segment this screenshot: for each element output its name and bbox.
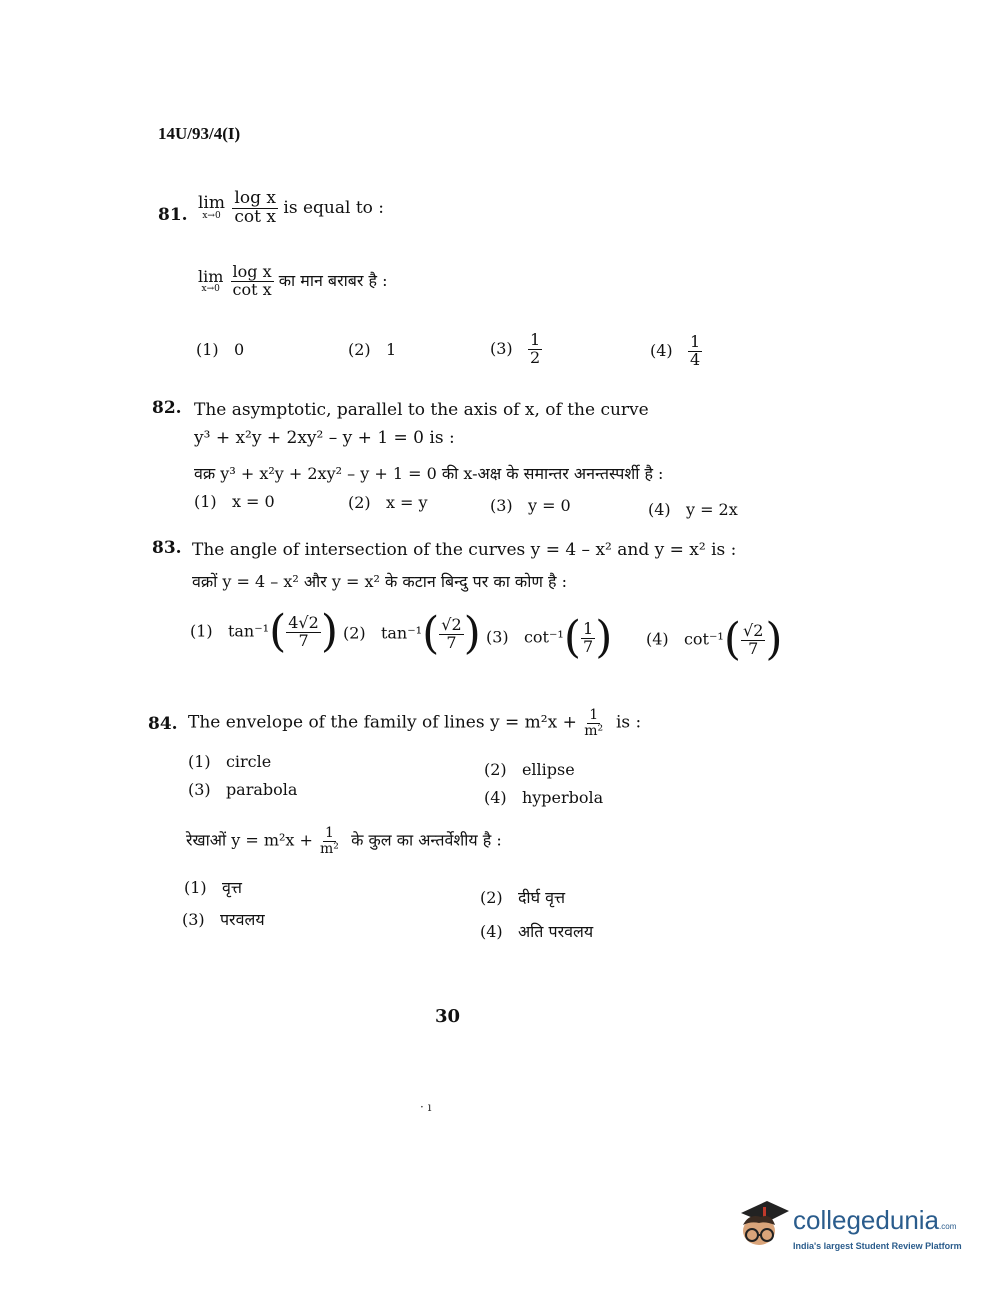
q84-hi-option-2: (2) दीर्घ वृत्त <box>480 888 566 907</box>
q82-option-4: (4) y = 2x <box>648 500 738 519</box>
q81-option-1: (1) 0 <box>196 340 245 359</box>
q81-limit: lim x→0 <box>198 193 225 222</box>
q84-hindi: रेखाओं y = m²x + $\frac{1}{\text{m²}}$ के कुल का अन्तर्वेशीय है : <box>186 825 502 857</box>
q81-limit-hi: lim x→0 <box>198 266 224 294</box>
q82-option-3: (3) y = 0 <box>490 496 571 515</box>
q82-english-line1: The asymptotic, parallel to the axis of x, of the curve <box>194 400 649 420</box>
brand-name: collegedunia.com <box>793 1205 957 1235</box>
q81-english: lim x→0 $\frac{\text{log x}}{\text{cot x}}$ is equal to : <box>198 188 385 227</box>
brand-tagline: India's largest Student Review Platform <box>793 1241 962 1251</box>
q83-english: The angle of intersection of the curves y = 4 – x² and y = x² is : <box>192 540 737 560</box>
q83-option-1: (1) tan⁻¹( $\frac{4√2}{7}$ ) <box>190 606 338 657</box>
q84-english: The envelope of the family of lines y = m²x + $\frac{1}{\text{m²}}$ is : <box>188 707 642 739</box>
paper-code: 14U/93/4(I) <box>158 124 241 143</box>
q84-hi-option-3: (3) परवलय <box>182 910 265 929</box>
q84-option-4: (4) hyperbola <box>484 788 604 807</box>
q82-option-1: (1) x = 0 <box>194 492 275 511</box>
q82-equation: y³ + x²y + 2xy² – y + 1 = 0 is : <box>194 428 455 448</box>
q83-option-4: (4) cot⁻¹( $\frac{√2}{7}$ ) <box>646 614 783 665</box>
q83-hindi: वक्रों y = 4 – x² और y = x² के कटान बिन्दु पर का कोण है : <box>192 572 567 591</box>
q82-hindi: वक्र y³ + x²y + 2xy² – y + 1 = 0 की x-अक्ष के समान्तर अनन्तस्पर्शी है : <box>194 464 664 483</box>
q84-hi-option-4: (4) अति परवलय <box>480 922 594 941</box>
q81-number: 81. <box>158 205 188 225</box>
q83-option-3: (3) cot⁻¹( $\frac{1}{7}$ ) <box>486 612 613 663</box>
q84-option-2: (2) ellipse <box>484 760 575 779</box>
q81-option-2: (2) 1 <box>348 340 397 359</box>
mascot-icon <box>735 1195 791 1265</box>
q82-option-2: (2) x = y <box>348 493 428 512</box>
q82-number: 82. <box>152 398 182 418</box>
page-number: 30 <box>435 1006 461 1027</box>
q83-option-2: (2) tan⁻¹( $\frac{√2}{7}$ ) <box>343 608 481 659</box>
q84-option-1: (1) circle <box>188 752 272 771</box>
q84-hi-option-1: (1) वृत्त <box>184 878 242 897</box>
q81-option-4: (4) $\frac{1}{4}$ <box>650 332 701 369</box>
q81-fraction-hi: $\frac{\text{log x}}{\text{cot x}}$ <box>232 262 272 299</box>
q81-hindi: lim x→0 $\frac{\text{log x}}{\text{cot x}}$ का मान बराबर है : <box>198 262 388 299</box>
scan-marks: · ı <box>420 1100 432 1114</box>
collegedunia-logo <box>735 1195 965 1275</box>
q81-option-3: (3) $\frac{1}{2}$ <box>490 330 541 367</box>
q83-number: 83. <box>152 538 182 558</box>
q84-number: 84. <box>148 714 178 734</box>
q81-fraction: $\frac{\text{log x}}{\text{cot x}}$ <box>234 188 276 227</box>
q84-option-3: (3) parabola <box>188 780 298 799</box>
